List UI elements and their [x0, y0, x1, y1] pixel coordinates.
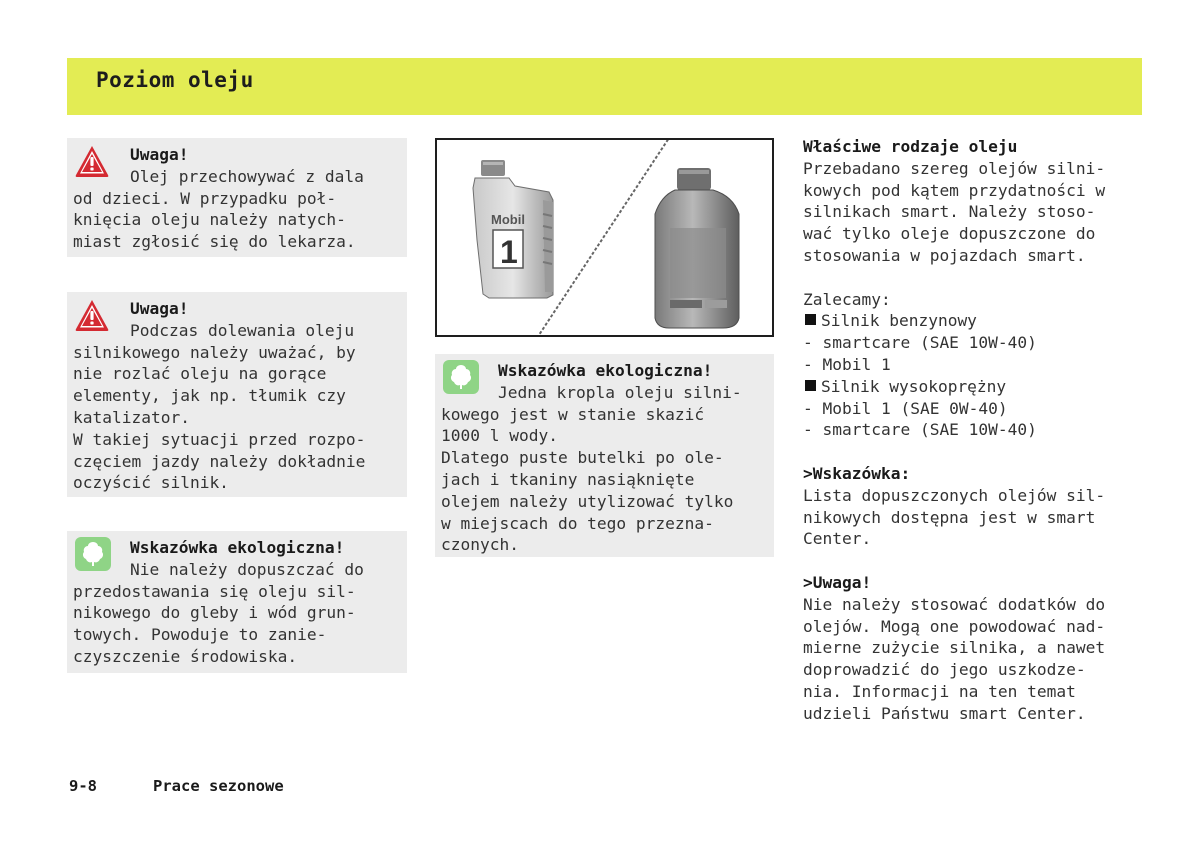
- text-line: nia. Informacji na ten temat: [803, 681, 1076, 701]
- caution-heading: >Uwaga!: [803, 572, 872, 592]
- text-line: udzieli Państwu smart Center.: [803, 703, 1086, 723]
- header-bar: [67, 58, 1142, 115]
- text-line: wać tylko oleje dopuszczone do: [803, 224, 1096, 244]
- oil-bottles-illustration: [437, 140, 772, 335]
- text-line: olejem należy utylizować tylko: [441, 491, 734, 511]
- warning-box-2: [67, 292, 407, 497]
- eco-text-1: [73, 537, 403, 668]
- text-line: w miejscach do tego przezna-: [441, 513, 714, 533]
- bottle-brand-label: Mobil: [491, 212, 525, 227]
- text-line: częciem jazdy należy dokładnie: [73, 451, 366, 471]
- petrol-engine-label: Silnik benzynowy: [821, 311, 977, 331]
- text-line: Nie należy stosować dodatków do: [803, 594, 1106, 614]
- bottle-number-label: 1: [500, 234, 518, 270]
- text-line: Przebadano szereg olejów silni-: [803, 158, 1106, 178]
- text-line: nikowych dostępna jest w smart: [803, 507, 1096, 527]
- text-line: silnikach smart. Należy stoso-: [803, 202, 1096, 222]
- text-line: towych. Powoduje to zanie-: [73, 625, 327, 645]
- smartcare-bottle: [655, 168, 739, 328]
- bullet-square-icon: [805, 380, 816, 391]
- eco-text-2: [441, 360, 770, 556]
- page-footer: [69, 777, 284, 795]
- text-line: Dlatego puste butelki po ole-: [441, 448, 724, 468]
- text-line: oczyścić silnik.: [73, 473, 229, 493]
- warning-title: Uwaga!: [130, 299, 189, 318]
- text-line: nikowego do gleby i wód grun-: [73, 603, 356, 623]
- text-line: doprowadzić do jego uszkodze-: [803, 660, 1086, 680]
- text-line: jach i tkaniny nasiąknięte: [441, 469, 695, 489]
- text-line: Olej przechowywać z dala: [130, 166, 364, 186]
- bullet-square-icon: [805, 314, 816, 325]
- oil-bottles-figure: [435, 138, 774, 337]
- text-line: od dzieci. W przypadku poł-: [73, 188, 337, 208]
- text-line: katalizator.: [73, 407, 190, 427]
- eco-box-1: [67, 531, 407, 673]
- text-line: czyszczenie środowiska.: [73, 646, 298, 666]
- warning-box-1: [67, 138, 407, 257]
- text-line: silnikowego należy uważać, by: [73, 342, 356, 362]
- text-line: kowych pod kątem przydatności w: [803, 180, 1106, 200]
- text-line: W takiej sytuacji przed rozpo-: [73, 429, 366, 449]
- text-line: Nie należy dopuszczać do: [130, 559, 364, 579]
- recommend-label: Zalecamy:: [803, 289, 891, 309]
- oil-types-heading: Właściwe rodzaje oleju: [803, 137, 1018, 156]
- divider-line: [537, 140, 669, 335]
- diesel-engine-label: Silnik wysokoprężny: [821, 376, 1007, 396]
- text-line: stosowania w pojazdach smart.: [803, 245, 1086, 265]
- text-line: Center.: [803, 529, 872, 549]
- eco-title: Wskazówka ekologiczna!: [130, 538, 345, 557]
- text-line: Podczas dolewania oleju: [130, 320, 355, 340]
- text-line: olejów. Mogą one powodować nad-: [803, 616, 1106, 636]
- text-line: Jedna kropla oleju silni-: [498, 382, 742, 402]
- list-item: - smartcare (SAE 10W-40): [803, 333, 1037, 353]
- warning-text-2: [73, 298, 403, 494]
- eco-title: Wskazówka ekologiczna!: [498, 361, 713, 380]
- text-line: miast zgłosić się do lekarza.: [73, 232, 356, 252]
- warning-title: Uwaga!: [130, 145, 189, 164]
- eco-box-2: [435, 354, 774, 557]
- text-line: Lista dopuszczonych olejów sil-: [803, 485, 1106, 505]
- text-line: mierne zużycie silnika, a nawet: [803, 638, 1106, 658]
- warning-text-1: [73, 144, 403, 253]
- text-line: elementy, jak np. tłumik czy: [73, 386, 346, 406]
- list-item: - Mobil 1 (SAE 0W-40): [803, 398, 1008, 418]
- list-item: - smartcare (SAE 10W-40): [803, 420, 1037, 440]
- list-item: - Mobil 1: [803, 354, 891, 374]
- text-line: knięcia oleju należy natych-: [73, 210, 346, 230]
- mobil-bottle: [473, 160, 553, 298]
- section-name: Prace sezonowe: [153, 777, 284, 795]
- text-line: czonych.: [441, 535, 519, 555]
- page-title: Poziom oleju: [96, 68, 254, 92]
- text-line: kowego jest w stanie skazić: [441, 404, 705, 424]
- text-line: nie rozlać oleju na gorące: [73, 364, 327, 384]
- right-column: [803, 136, 1105, 725]
- text-line: 1000 l wody.: [441, 426, 558, 446]
- page-number: 9-8: [69, 777, 97, 795]
- note-heading: >Wskazówka:: [803, 463, 911, 483]
- text-line: przedostawania się oleju sil-: [73, 581, 356, 601]
